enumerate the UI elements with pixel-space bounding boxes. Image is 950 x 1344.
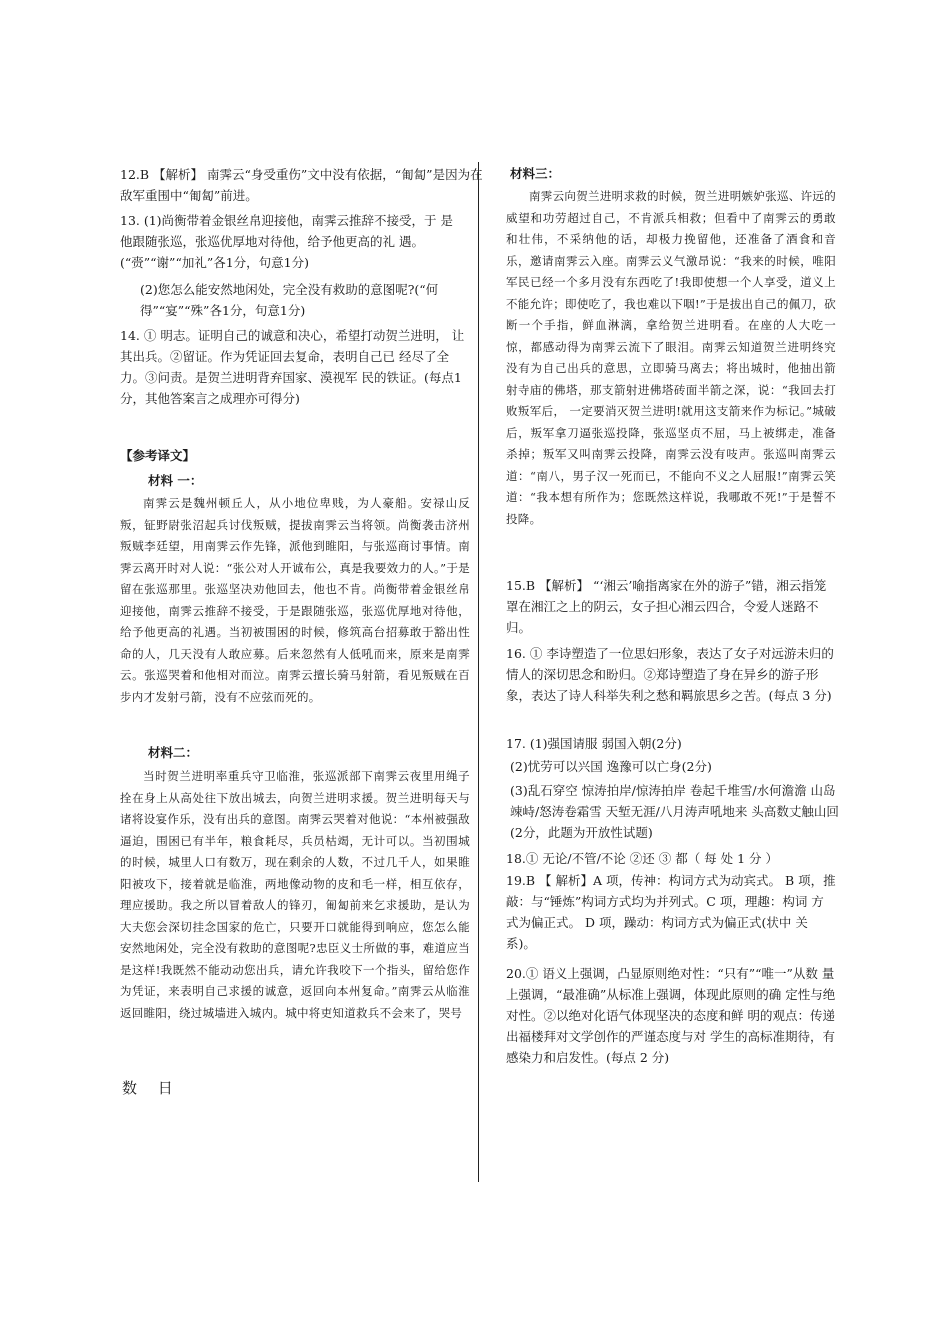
material-2-text: 当时贺兰进明率重兵守卫临淮，张巡派部下南霁云夜里用绳子拴在身上从高处往下放出城去，向贺兰进明求援。贺兰进明每天与诸将设宴作乐，没有出兵的意图。南霁云哭着对他说：“本州被强敌逼迫，围困已有半年，粮食耗尽，兵员枯竭，无计可以。当初围城的时候，城里人口有数万，现在剩余的人数，不过几千人，如果睢阳被攻下，接着就是临淮，两地像动物的皮和毛一样，相互依存，理应援助。我之所以冒着敌人的锋刃，匍匐前来乞求援助，是认为大夫您会深切挂念国家的危亡，只要开口就能得到响应，您怎么能安然地闲处，完全没有救助的意图呢?忠臣义士所做的事，难道应当是这样!我既然不能动动您出兵，请允许我咬下一个指头，留给您作为凭证，来表明自己求援的诚意，返回向本州复命。”南霁云从临淮返回睢阳，绕过城墙进入城内。城中将吏知道救兵不会来了，哭号 bbox=[120, 769, 470, 1020]
answer-13-part2: (2)您怎么能安然地闲处，完全没有救助的意图呢?(“何得”“宴”“殊”各1分，句意1分) bbox=[140, 282, 439, 318]
answer-17-part2: (2)忧劳可以兴国 逸豫可以亡身(2分) bbox=[510, 759, 712, 774]
answer-19: 19.B 【 解析】A 项，传神：构词方式为动宾式。 B 项，推 敲：与“锤炼”构词方式均为并列式。C 项，理趣：构词 方式为偏正式。 D 项，躁动：构词方式为偏正式(状中 关系)。 bbox=[506, 873, 836, 951]
answer-15: 15.B 【解析】 “‘湘云’喻指离家在外的游子”错，湘云指笼罩在湘江之上的阴云，女子担心湘云四合，令爱人迷路不归。 bbox=[506, 578, 827, 635]
material-1-title: 材料 一： bbox=[148, 473, 203, 488]
answer-12: 12.B 【解析】 南霁云“身受重伤”文中没有依据，“匍匐”是因为在敌军重围中“匍匐”前进。 bbox=[120, 167, 483, 203]
column-divider bbox=[478, 162, 479, 1182]
reference-translation-title: 【参考译文】 bbox=[120, 448, 196, 463]
material-2-title: 材料二： bbox=[148, 745, 199, 760]
material-3-text: 南霁云向贺兰进明求救的时候，贺兰进明嫉妒张巡、许远的威望和功劳超过自己，不肯派兵相救；但看中了南霁云的勇敢和壮伟，不采纳他的话，却极力挽留他，还准备了酒食和音乐，邀请南霁云入座。南霁云义气激昂说：“我来的时候，唯阳军民已经一个多月没有东西吃了!我即使想一个人享受，道义上不能允许；即使吃了，我也难以下咽!”于是拔出自己的佩刀，砍断一个手指，鲜血淋漓，拿给贺兰进明看。在座的人大吃一惊，都感动得为南霁云流下了眼泪。南霁云知道贺兰进明终究没有为自己出兵的意思，立即骑马离去；将出城时，他抽出箭射寺庙的佛塔，那支箭射进佛塔砖面半箭之深，说：“我回去打败叛军后， 一定要消灭贺兰进明!就用这支箭来作为标记。”城破后，叛军拿刀逼张巡投降，张巡坚贞不屈，马上被绑走，准备杀掉；叛军又叫南霁云投降，南霁云没有吱声。张巡叫南霁云道：“南八，男子汉一死而已，不能向不义之人屈服!”南霁云笑道：“我本想有所作为；您既然这样说，我哪敢不死!”于是誓不投降。 bbox=[506, 189, 836, 526]
answer-20: 20.① 语义上强调，凸显原则绝对性：“只有”“唯一”从数 量上强调，“最准确”从标准上强调，体现此原则的确 定性与绝对性。②以绝对化语气体现坚决的态度和鲜 明的观点：传递出福楼拜对文学创作的严谨态度与对 学生的高标准期待，有感染力和启发性。(每点 2 分) bbox=[506, 966, 836, 1065]
answer-16: 16. ① 李诗塑造了一位思妇形象，表达了女子对远游未归的情人的深切思念和盼归。②郑诗塑造了身在异乡的游子形象，表达了诗人科举失利之愁和羁旅思乡之苦。(每点 3 分) bbox=[506, 646, 834, 703]
answer-17-part1: 17. (1)强国请服 弱国入朝(2分) bbox=[506, 736, 682, 751]
answer-13-part1: 13. (1)尚衡带着金银丝帛迎接他，南霁云推辞不接受，于 是他跟随张巡，张巡优厚地对待他，给予他更高的礼 遇。(“赍”“谢”“加礼”各1分，句意1分) bbox=[120, 213, 454, 270]
answer-18: 18.① 无论/不管/不论 ②还 ③ 都（ 每 处 1 分 ） bbox=[506, 851, 779, 866]
answer-14: 14. ① 明志。证明自己的诚意和决心，希望打动贺兰进明， 让其出兵。②留证。作为凭证回去复命，表明自己已 经尽了全力。③问责。是贺兰进明背弃国家、漠视军 民的铁证。(每点1分，其他答案言之成理亦可得分) bbox=[120, 328, 465, 406]
answer-17-part3: (3)乱石穿空 惊涛拍岸/惊涛拍岸 卷起千堆雪/水何澹澹 山岛竦峙/怒涛卷霜雪 天堑无涯/八月涛声吼地来 头高数丈触山回(2分，此题为开放性试题) bbox=[510, 783, 839, 840]
material-2-tail: 数 日 bbox=[122, 1079, 181, 1097]
material-3-title: 材料三： bbox=[510, 166, 561, 181]
material-1-text: 南霁云是魏州顿丘人，从小地位卑贱，为人豪船。安禄山反叛，钲野尉张沼起兵讨伐叛贼，提拔南霁云当将领。尚衡袭击济州叛贼李廷望，用南霁云作先锋，派他到睢阳，与张巡商讨事情。南霁云离开时对人说：“张公对人开诚布公，真是我要效力的人。”于是留在张巡那里。张巡坚决劝他回去，他也不肯。尚衡带着金银丝帛迎接他，南霁云推辞不接受，于是跟随张巡，张巡优厚地对待他，给予他更高的礼遇。当初被围困的时候，修筑高台招募敢于豁出性命的人，几天没有人敢应募。后来忽然有人低吼而来，原来是南霁云。张巡哭着和他相对而泣。南霁云擅长骑马射箭，看见叛贼在百步内才发射弓箭，没有不应弦而死的。 bbox=[120, 496, 470, 704]
